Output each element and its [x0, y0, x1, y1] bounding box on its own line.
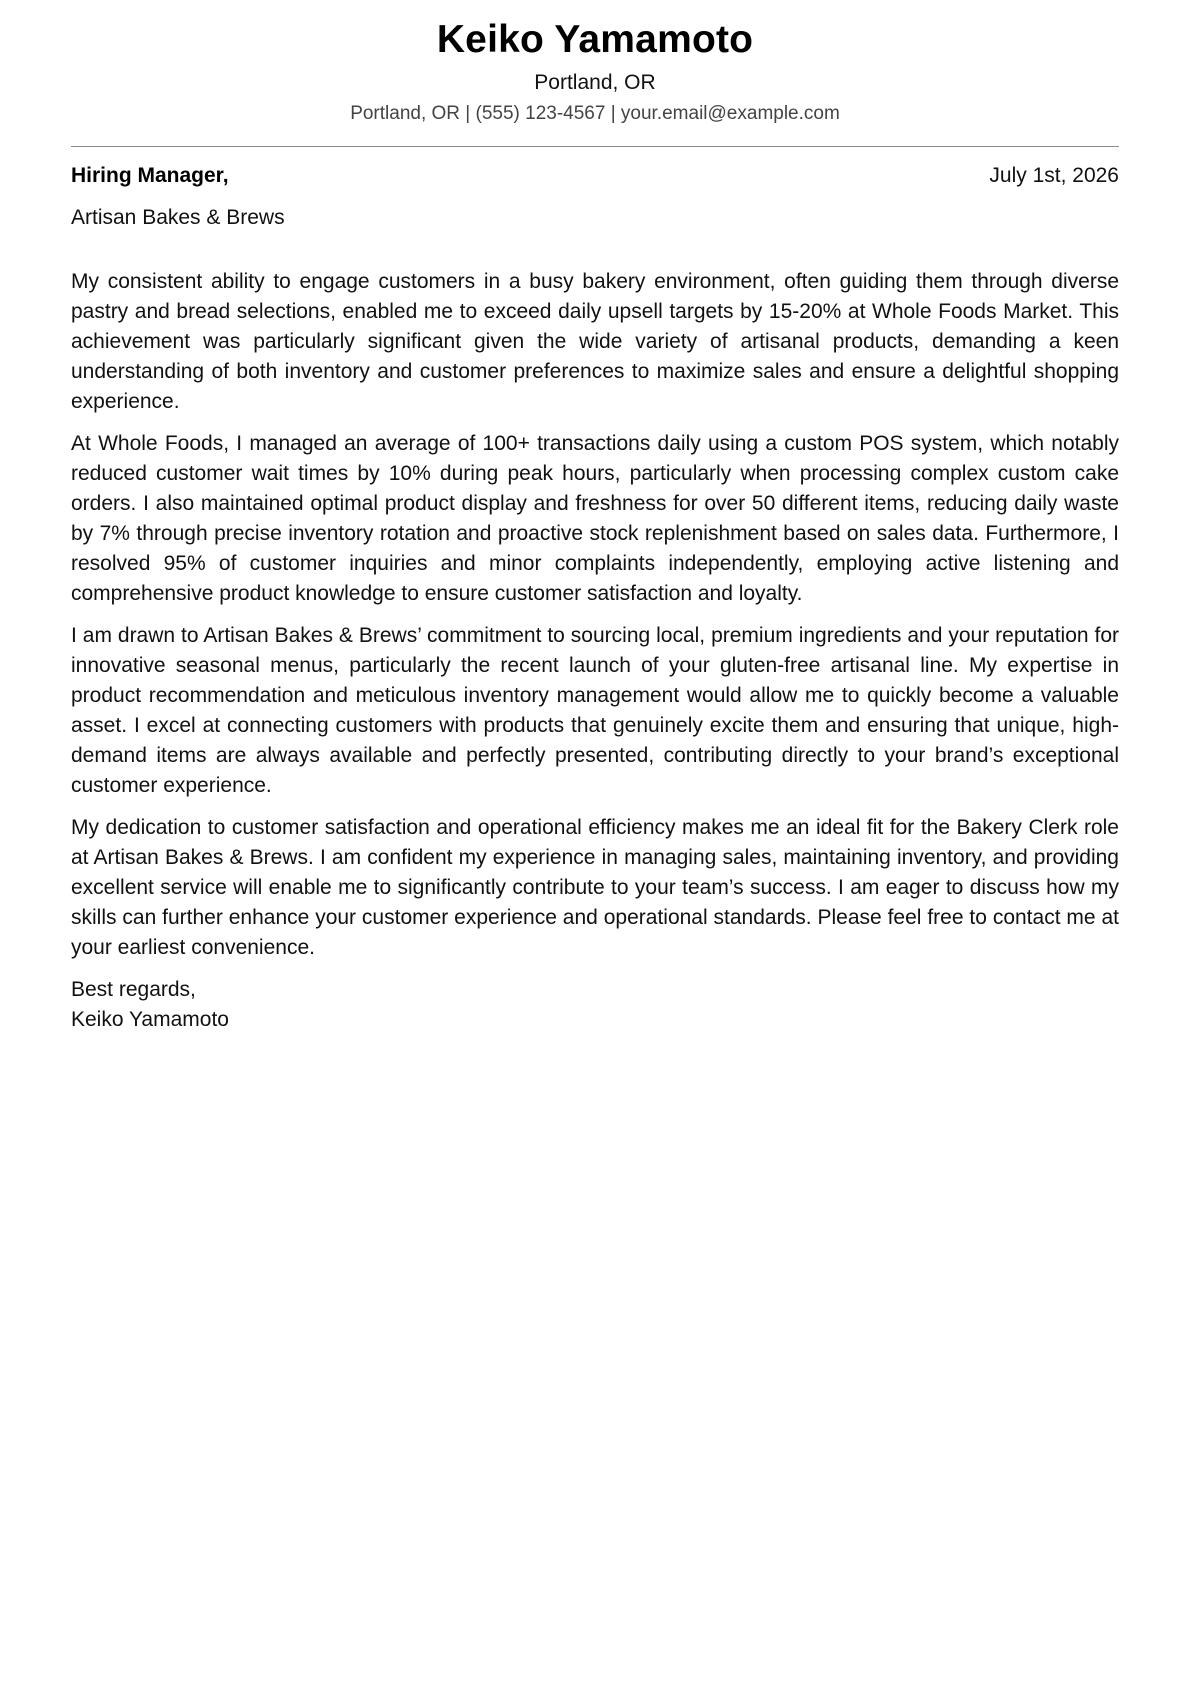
applicant-name: Keiko Yamamoto	[436, 18, 754, 61]
recipient-name: Hiring Manager,	[71, 164, 229, 187]
closing-salutation: Best regards,	[71, 978, 196, 1001]
recipient-row	[71, 161, 1119, 191]
letter-closing	[71, 975, 1119, 1035]
applicant-location: Portland, OR	[534, 71, 656, 94]
body-paragraph: I am drawn to Artisan Bakes & Brews’ commitment to sourcing local, premium ingredients and your reputation for innovative seasonal menus, particularly the recent launch of your gluten-free artisanal line. My expertise in product recommendation and meticulous inventory management would allow me to quickly become a valuable asset. I excel at connecting customers with products that genuinely excite them and ensuring that unique, high-demand items are always available and perfectly presented, contributing directly to your brand’s exceptional customer experience.	[71, 624, 1119, 797]
letter-header	[71, 14, 1119, 128]
recipient-company: Artisan Bakes & Brews	[71, 206, 285, 229]
header-divider	[71, 146, 1119, 147]
body-paragraph: At Whole Foods, I managed an average of 100+ transactions daily using a custom POS system, which notably reduced customer wait times by 10% during peak hours, particularly when processing complex custom cake orders. I also maintained optimal product display and freshness for over 50 different items, reducing daily waste by 7% through precise inventory rotation and proactive stock replenishment based on sales data. Furthermore, I resolved 95% of customer inquiries and minor complaints independently, employing active listening and comprehensive product knowledge to ensure customer satisfaction and loyalty.	[71, 432, 1119, 605]
body-paragraph: My consistent ability to engage customers in a busy bakery environment, often guiding them through diverse pastry and bread selections, enabled me to exceed daily upsell targets by 15-20% at Whole Foods Market. This achievement was particularly significant given the wide variety of artisanal products, demanding a keen understanding of both inventory and customer preferences to maximize sales and ensure a delightful shopping experience.	[71, 270, 1119, 413]
contact-line: Portland, OR | (555) 123-4567 | your.email@example.com	[350, 103, 840, 124]
closing-signature: Keiko Yamamoto	[71, 1008, 229, 1031]
letter-date: July 1st, 2026	[989, 164, 1119, 187]
letter-body	[71, 267, 1119, 963]
body-paragraph: My dedication to customer satisfaction and operational efficiency makes me an ideal fit for the Bakery Clerk role at Artisan Bakes & Brews. I am confident my experience in managing sales, maintaining inventory, and providing excellent service will enable me to significantly contribute to your team’s success. I am eager to discuss how my skills can further enhance your customer experience and operational standards. Please feel free to contact me at your earliest convenience.	[71, 816, 1119, 959]
